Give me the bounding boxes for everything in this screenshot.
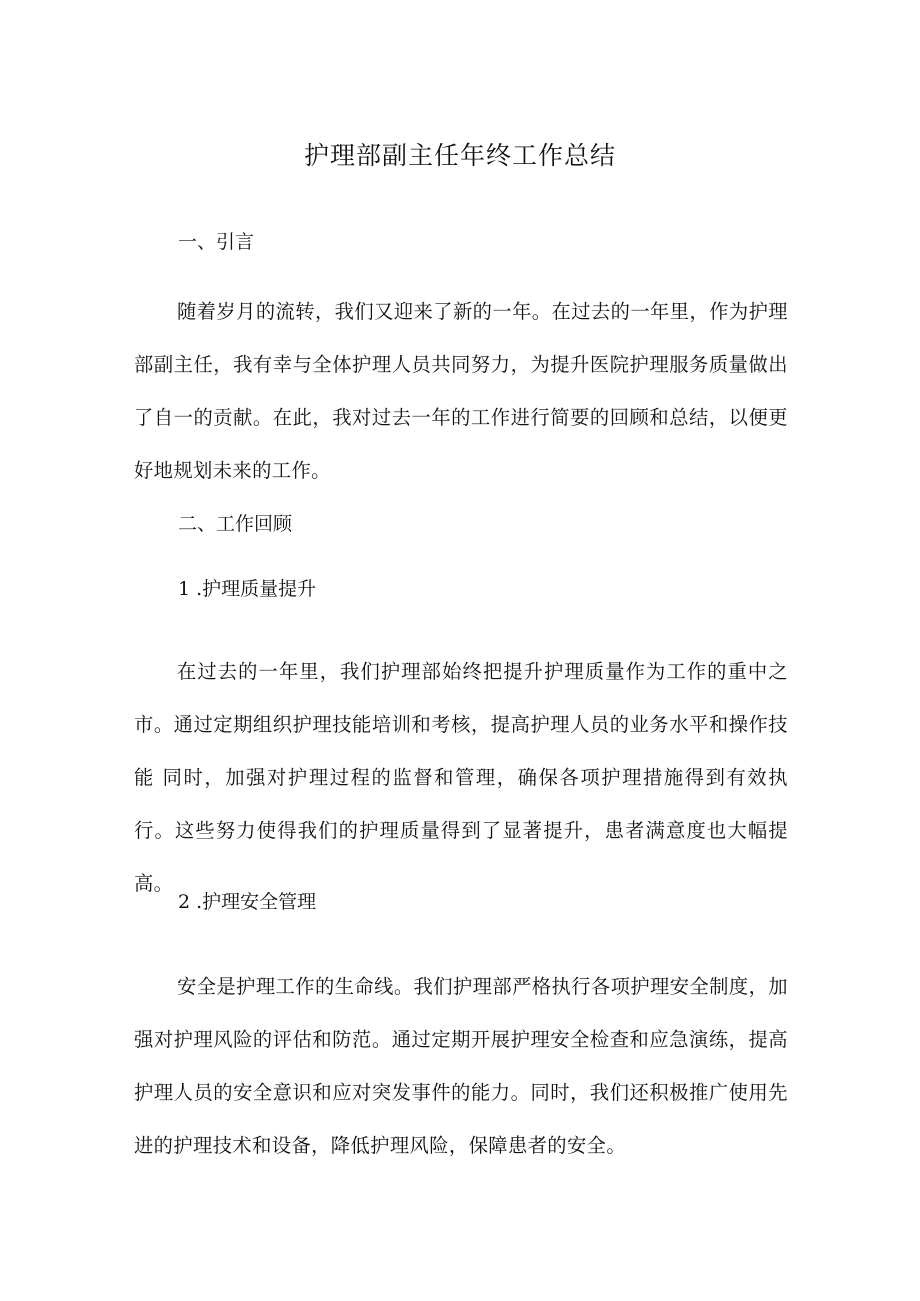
paragraph-safety: 安全是护理工作的生命线。我们护理部严格执行各项护理安全制度，加强对护理风险的评估和防范。通过定期开展护理安全检查和应急演练，提高护理人员的安全意识和应对突发事件的能力。同时，我们还积极推广使用先进的护理技术和设备，降低护理风险，保障患者的安全。	[134, 975, 788, 1157]
section-heading-review: 二、工作回顾	[178, 513, 293, 535]
document-title: 护理部副主任年终工作总结	[303, 141, 616, 170]
paragraph-intro: 随着岁月的流转，我们又迎来了新的一年。在过去的一年里，作为护理部副主任，我有幸与全体护理人员共同努力，为提升医院护理服务质量做出了自一的贡献。在此，我对过去一年的工作进行简要的回顾和总结，以便更好地规划未来的工作。	[134, 300, 788, 482]
subsection-heading-safety: 2 .护理安全管理	[178, 891, 317, 913]
paragraph-quality: 在过去的一年里，我们护理部始终把提升护理质量作为工作的重中之市。通过定期组织护理技能培训和考核，提高护理人员的业务水平和操作技能 同时，加强对护理过程的监督和管理，确保各项护理措施得到有效执行。这些努力使得我们的护理质量得到了显著提升，患者满意度也大幅提高。	[134, 660, 788, 895]
subsection-heading-quality: 1 .护理质量提升	[178, 578, 317, 600]
section-heading-intro: 一、引言	[178, 231, 255, 253]
